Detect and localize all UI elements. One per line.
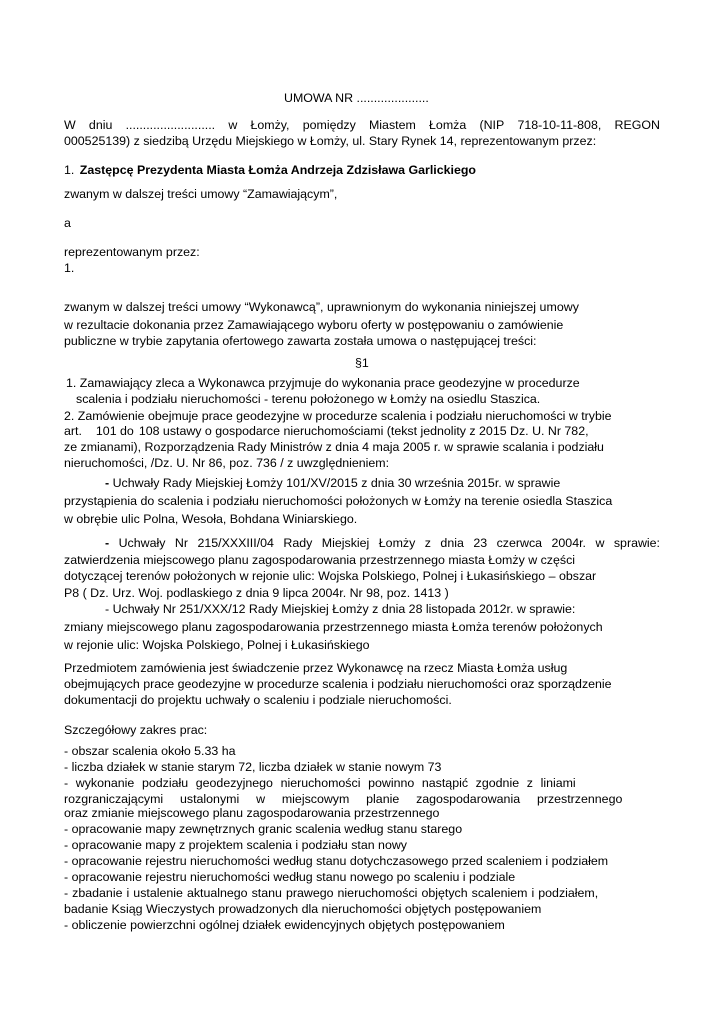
p2-line-4: nieruchomości, /Dz. U. Nr 86, poz. 736 / z uwzględnieniem: [64,456,390,470]
scope-item: rozgraniczającymi ustalonymi w miejscowym planie zagospodarowania przestrzennego [64,792,623,806]
scope-heading: Szczegółowy zakres prac: [64,723,208,737]
scope-item: - opracowanie mapy zewnętrznych granic scalenia według stanu starego [64,822,463,836]
scope-item: oraz zmianie miejscowego planu zagospodarowania przestrzennego [64,806,440,820]
zamawiajacy-clause: zwanym w dalszej treści umowy “Zamawiającym”, [64,187,338,201]
p1-line-2: scalenia i podziału nieruchomości - terenu położonego w Łomży na osiedlu Staszica. [76,392,541,406]
conjunction: a [64,216,71,230]
scope-item: - opracowanie rejestru nieruchomości według stanu nowego po scaleniu i podziale [64,870,516,884]
representative [64,163,476,178]
wykonawca-clause-line-2: w rezultacie dokonania przez Zamawiającego wyboru oferty w postępowaniu o zamówienie [64,318,564,332]
wykonawca-clause-line-3: publiczne w trybie zapytania ofertowego zawarta została umowa o następującej treści: [64,334,537,348]
subject-line-2: obejmujących prace geodezyjne w procedurze scalenia i podziału nieruchomości oraz sporządzenie [64,677,612,691]
contractor-represented-by: reprezentowanym przez: [64,245,200,259]
intro-line-1: W dniu .......................... w Łomży, pomiędzy Miastem Łomża (NIP 718-10-11-808, REGON [64,118,660,132]
scope-item: - liczba działek w stanie starym 72, liczba działek w stanie nowym 73 [64,760,442,774]
scope-item: - obszar scalenia około 5.33 ha [64,744,236,758]
p2-line-2: art. 101 do 108 ustawy o gospodarce nieruchomościami (tekst jednolity z 2015 Dz. U. Nr 782, [64,424,589,438]
contractor-number: 1. [64,261,75,275]
p2-line-1: 2. Zamówienie obejmuje prace geodezyjne w procedurze scalenia i podziału nieruchomości w trybie [64,409,612,423]
subject-line-1: Przedmiotem zamówienia jest świadczenie przez Wykonawcę na rzecz Miasta Łomża usług [64,661,568,675]
resolution-1-line-2: przystąpienia do scalenia i podziału nieruchomości położonych w Łomży na terenie osiedla Staszica [64,494,613,508]
representative-text: Zastępcę Prezydenta Miasta Łomża Andrzeja Zdzisława Garlickiego [79,163,476,177]
subject-line-3: dokumentacji do projektu uchwały o scaleniu i podziale nieruchomości. [64,693,452,707]
scope-item: - opracowanie rejestru nieruchomości według stanu dotychczasowego przed scaleniem i podziałem [64,854,609,868]
resolution-1-line-1: - Uchwały Rady Miejskiej Łomży 101/XV/2015 z dnia 30 września 2015r. w sprawie [105,476,561,490]
resolution-2-line-1: - Uchwały Nr 215/XXXIII/04 Rady Miejskiej Łomży z dnia 23 czerwca 2004r. w sprawie: [105,536,660,550]
scope-item: badanie Ksiąg Wieczystych prowadzonych dla nieruchomości objętych postępowaniem [64,902,542,916]
resolution-3-line-1: - Uchwały Nr 251/XXX/12 Rady Miejskiej Łomży z dnia 28 listopada 2012r. w sprawie: [105,602,576,616]
p1-line-1: 1. Zamawiający zleca a Wykonawca przyjmuje do wykonania prace geodezyjne w procedurze [66,376,580,390]
contract-title: UMOWA NR ..................... [284,91,429,105]
representative-number: 1. [64,163,75,177]
resolution-1-line-3: w obrębie ulic Polna, Wesoła, Bohdana Winiarskiego. [64,512,358,526]
resolution-2-line-3: dotyczącej terenów położonych w rejonie ulic: Wojska Polskiego, Polnej i Łukasińskiego – obszar [64,569,597,583]
resolution-2-line-2: zatwierdzenia miejscowego planu zagospodarowania przestrzennego miasta Łomży w części [64,553,576,567]
p2-line-3: ze zmianami), Rozporządzenia Rady Ministrów z dnia 4 maja 2005 r. w sprawie scalania i podziału [64,440,604,454]
wykonawca-clause-line-1: zwanym w dalszej treści umowy “Wykonawcą”, uprawnionym do wykonania niniejszej umowy [64,300,580,314]
resolution-3-line-2: zmiany miejscowego planu zagospodarowania przestrzennego miasta Łomża terenów położonych [64,620,603,634]
scope-item: - obliczenie powierzchni ogólnej działek ewidencyjnych objętych postępowaniem [64,918,505,932]
scope-item: - wykonanie podziału geodezyjnego nieruchomości powinno nastąpić zgodnie z liniami [64,776,576,790]
section-symbol: §1 [355,356,369,370]
resolution-2-line-4: P8 ( Dz. Urz. Woj. podlaskiego z dnia 9 lipca 2004r. Nr 98, poz. 1413 ) [64,586,449,600]
intro-line-2: 000525139) z siedzibą Urzędu Miejskiego w Łomży, ul. Stary Rynek 14, reprezentowanym przez: [64,134,597,148]
scope-item: - zbadanie i ustalenie aktualnego stanu prawego nieruchomości objętych scaleniem i podziałem, [64,886,599,900]
scope-item: - opracowanie mapy z projektem scalenia i podziału stan nowy [64,838,407,852]
resolution-3-line-3: w rejonie ulic: Wojska Polskiego, Polnej i Łukasińskiego [64,638,370,652]
